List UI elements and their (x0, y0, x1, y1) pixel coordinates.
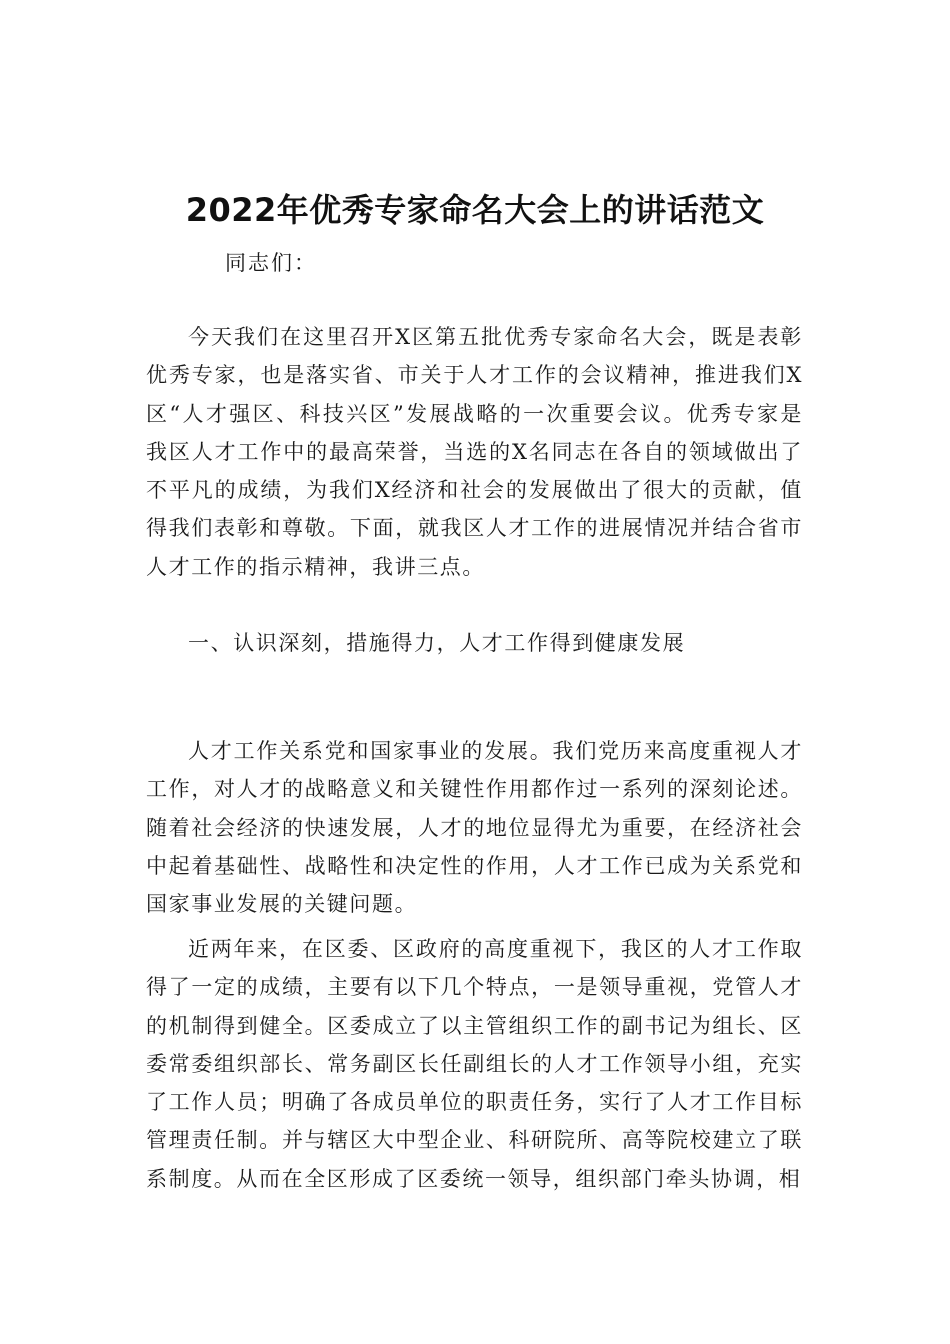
paragraph-recent-progress: 近两年来，在区委、区政府的高度重视下，我区的人才工作取得了一定的成绩，主要有以下几个特点，一是领导重视，党管人才的机制得到健全。区委成立了以主管组织工作的副书记为组长、区委常委组织部长、常务副区长任副组长的人才工作领导小组，充实了工作人员；明确了各成员单位的职责任务，实行了人才工作目标管理责任制。并与辖区大中型企业、科研院所、高等院校建立了联系制度。从而在全区形成了区委统一领导，组织部门牵头协调，相 (146, 937, 803, 1191)
paragraph-talent-importance: 人才工作关系党和国家事业的发展。我们党历来高度重视人才工作，对人才的战略意义和关键性作用都作过一系列的深刻论述。随着社会经济的快速发展，人才的地位显得尤为重要，在经济社会中起着基础性、战略性和决定性的作用，人才工作已成为关系党和国家事业发展的关键问题。 (146, 739, 803, 917)
paragraph-intro: 今天我们在这里召开X区第五批优秀专家命名大会，既是表彰优秀专家，也是落实省、市关于人才工作的会议精神，推进我们X区“人才强区、科技兴区”发展战略的一次重要会议。优秀专家是我区人才工作中的最高荣誉，当选的X名同志在各自的领域做出了不平凡的成绩，为我们X经济和社会的发展做出了很大的贡献，值得我们表彰和尊敬。下面，就我区人才工作的进展情况并结合省市人才工作的指示精神，我讲三点。 (146, 325, 803, 579)
section-heading-1: 一、认识深刻，措施得力，人才工作得到健康发展 (188, 631, 686, 655)
salutation: 同志们： (225, 251, 317, 275)
document-title: 2022年优秀专家命名大会上的讲话范文 (185, 191, 765, 229)
